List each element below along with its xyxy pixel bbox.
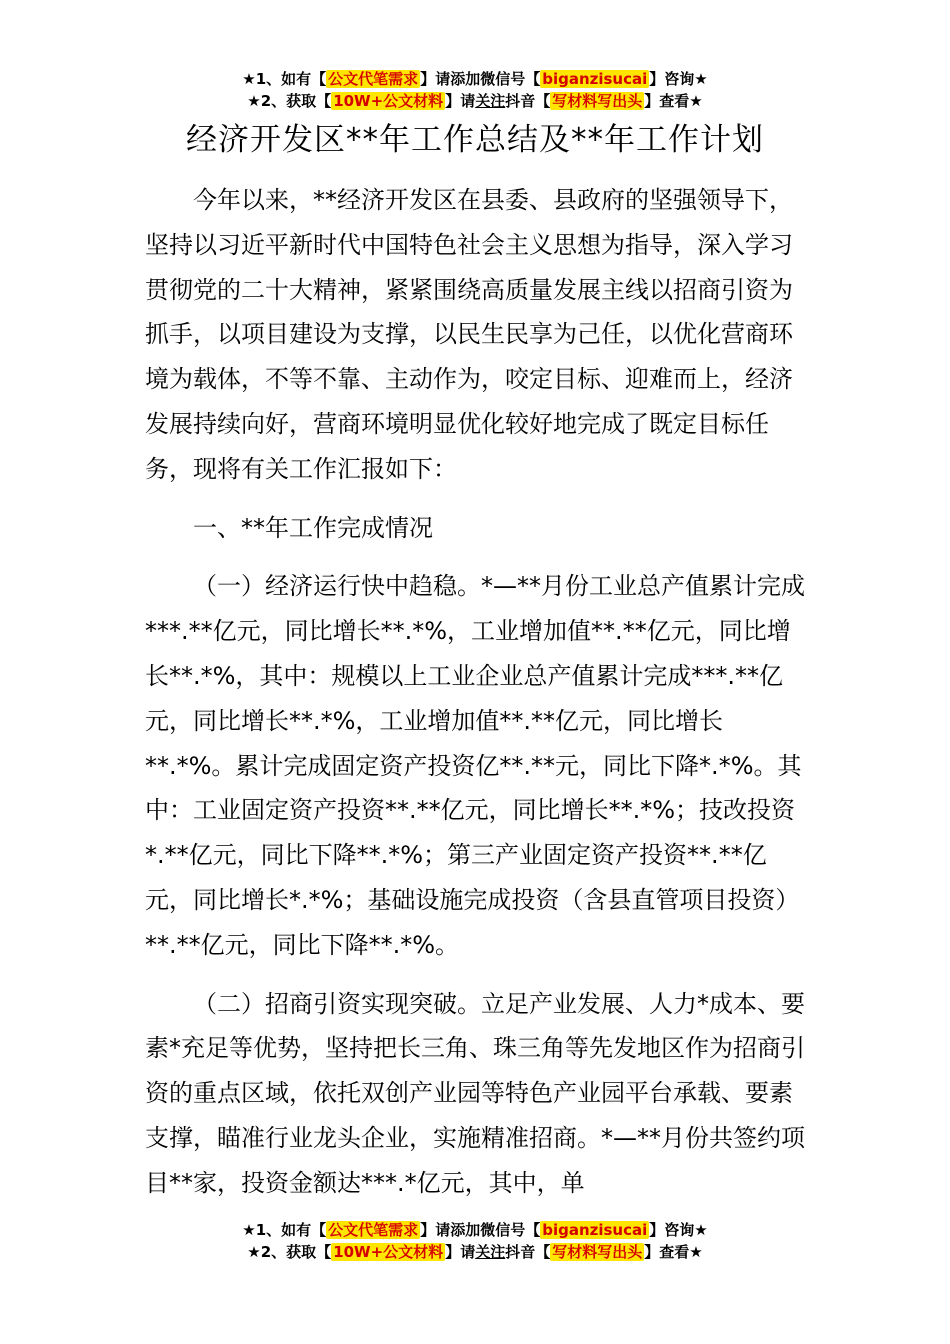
banner-highlight-douyin: 写材料写出头 <box>552 92 643 110</box>
bottom-banner <box>0 1219 950 1263</box>
banner-text: 抖音【 <box>505 1243 551 1261</box>
banner-text: 】请添加微信号【 <box>420 70 541 88</box>
banner-highlight-douyin: 写材料写出头 <box>552 1243 643 1261</box>
banner-highlight: 公文代笔需求 <box>328 1221 419 1239</box>
banner-highlight-wechat: biganzisucai <box>542 70 648 88</box>
top-banner <box>0 68 950 112</box>
banner-text: ★1、如有【 <box>242 70 327 88</box>
banner-text: 】请添加微信号【 <box>420 1221 541 1239</box>
banner-highlight-wechat: biganzisucai <box>542 1221 648 1239</box>
document-body <box>145 178 810 1206</box>
banner-underlined: 关注 <box>475 92 506 110</box>
banner-text: 】咨询★ <box>649 70 708 88</box>
paragraph-economy: （一）经济运行快中趋稳。*—**月份工业总产值累计完成***.**亿元，同比增长**.*%，工业增加值**.**亿元，同比增长**.*%，其中：规模以上工业企业总产值累计完成***.**亿元，同比增长**.*%，工业增加值**.**亿元，同比增长**.*%。累计完成固定资产投资亿**.**元，同比下降*.*%。其中：工业固定资产投资**.**亿元，同比增长**.*%；技改投资*.**亿元，同比下降**.*%；第三产业固定资产投资**.**亿元，同比增长*.*%；基础设施完成投资（含县直管项目投资）**.**亿元，同比下降**.*%。 <box>145 572 805 959</box>
banner-line-1 <box>0 1219 950 1241</box>
paragraph-investment: （二）招商引资实现突破。立足产业发展、人力*成本、要素*充足等优势，坚持把长三角、珠三角等先发地区作为招商引资的重点区域，依托双创产业园等特色产业园平台承载、要素支撑，瞄准行业龙头企业，实施精准招商。*—**月份共签约项目**家，投资金额达***.*亿元，其中，单 <box>145 989 805 1197</box>
banner-text: 】请 <box>445 92 476 110</box>
banner-text: ★1、如有【 <box>242 1221 327 1239</box>
banner-line-2 <box>0 1241 950 1263</box>
banner-highlight: 10W+公文材料 <box>333 92 444 110</box>
banner-text: ★2、获取【 <box>247 92 332 110</box>
banner-text: 】请 <box>445 1243 476 1261</box>
banner-underlined: 关注 <box>475 1243 506 1261</box>
banner-text: 】查看★ <box>644 1243 703 1261</box>
banner-line-2 <box>0 90 950 112</box>
banner-line-1 <box>0 68 950 90</box>
paragraph-intro: 今年以来，**经济开发区在县委、县政府的坚强领导下，坚持以习近平新时代中国特色社会主义思想为指导，深入学习贯彻党的二十大精神，紧紧围绕高质量发展主线以招商引资为抓手，以项目建设为支撑，以民生民享为己任，以优化营商环境为载体，不等不靠、主动作为，咬定目标、迎难而上，经济发展持续向好，营商环境明显优化较好地完成了既定目标任务，现将有关工作汇报如下： <box>145 186 793 483</box>
banner-text: 】查看★ <box>644 92 703 110</box>
banner-text: 抖音【 <box>505 92 551 110</box>
banner-highlight: 10W+公文材料 <box>333 1243 444 1261</box>
banner-text: 】咨询★ <box>649 1221 708 1239</box>
document-title: 经济开发区**年工作总结及**年工作计划 <box>186 122 764 158</box>
section-heading: 一、**年工作完成情况 <box>193 513 433 542</box>
banner-text: ★2、获取【 <box>247 1243 332 1261</box>
banner-highlight: 公文代笔需求 <box>328 70 419 88</box>
